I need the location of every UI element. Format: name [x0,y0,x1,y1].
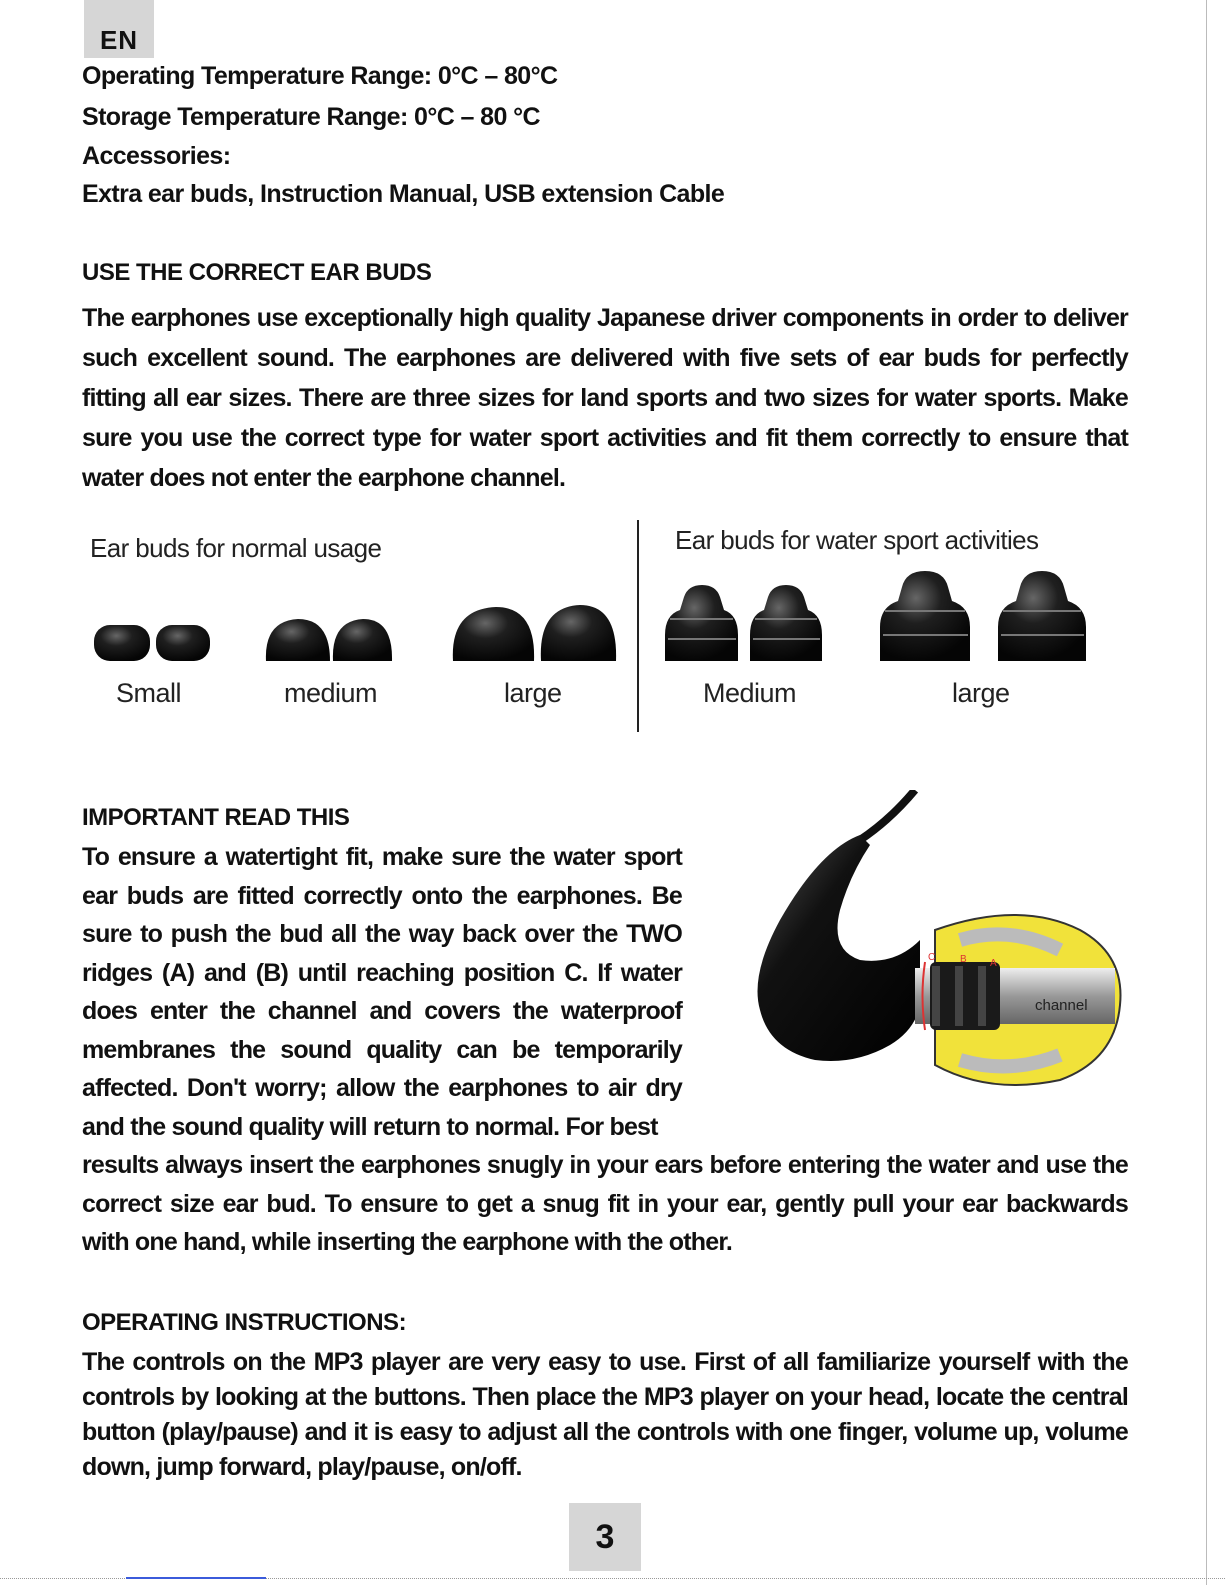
water-size-label-large: large [952,678,1010,708]
water-bud-large-icon [880,571,1086,661]
heading-correct-ear-buds: USE THE CORRECT EAR BUDS [82,259,432,286]
spec-accessories-label: Accessories: [82,142,231,170]
paragraph-important-part2: results always insert the earphones snugly in your ears before entering the water and use the correct size ear bud. To ensure to get a snug fit in your ear, gently pull your ear backwards with one hand, while inserting the earphone with the other. [82,1151,1128,1256]
size-label-medium: medium [284,678,378,708]
page-number: 3 [569,1503,641,1571]
earphone-body-icon [758,835,921,1061]
bottom-link-underline [126,1577,266,1579]
spec-accessories-list: Extra ear buds, Instruction Manual, USB extension Cable [82,180,725,208]
size-label-small: Small [116,678,182,708]
cable-icon [860,790,915,840]
earphone-diagram [720,790,1140,1110]
paragraph-important-part1: To ensure a watertight fit, make sure the water sport ear buds are fitted correctly onto the earphones. Be sure to push the bud all the way back over the TWO ridges (A) and (B) until reaching position C. If water does enter the channel and covers the waterproof membranes the sound quality can be temporarily affected. Don't worry; allow the earphones to air dry and the sound quality will return to normal. For best [82,843,682,1141]
paragraph-operating-instructions: The controls on the MP3 player are very easy to use. First of all familiarize yourself with the controls by looking at the buttons. Then place the MP3 player on your head, locate the central button (play/pause) and it is easy to adjust all the controls with one finger, volume up, volume down, jump forward, play/pause, on/off. [82,1348,1128,1481]
bud-medium-icon [266,619,392,661]
language-tab: EN [84,0,154,58]
spec-operating-temp: Operating Temperature Range: 0°C – 80°C [82,62,558,90]
water-buds-title: Ear buds for water sport activities [675,525,1039,555]
paragraph-ear-buds: The earphones use exceptionally high quality Japanese driver components in order to deliver such excellent sound. The earphones are delivered with five sets of ear buds for perfectly fitting all ear sizes. There are three sizes for land sports and two sizes for water sports. Make sure you use the correct type for water sport activities and fit them correctly to ensure that water does not enter the earphone channel. [82,304,1128,492]
bud-small-icon [94,625,210,661]
ear-buds-figure [80,515,1140,735]
water-bud-medium-icon [665,585,822,661]
ridge-label-b: B [960,954,967,965]
water-size-label-medium: Medium [703,678,797,708]
normal-buds-title: Ear buds for normal usage [90,533,382,563]
size-label-large: large [504,678,562,708]
ridge-label-a: A [990,958,997,969]
spec-storage-temp: Storage Temperature Range: 0°C – 80 °C [82,103,540,131]
ridge-label-c: C [928,952,936,963]
page-edge [1206,0,1207,1585]
heading-operating-instructions: OPERATING INSTRUCTIONS: [82,1309,407,1336]
heading-important: IMPORTANT READ THIS [82,804,350,831]
bud-large-icon [453,605,616,661]
channel-label: channel [1035,997,1088,1014]
